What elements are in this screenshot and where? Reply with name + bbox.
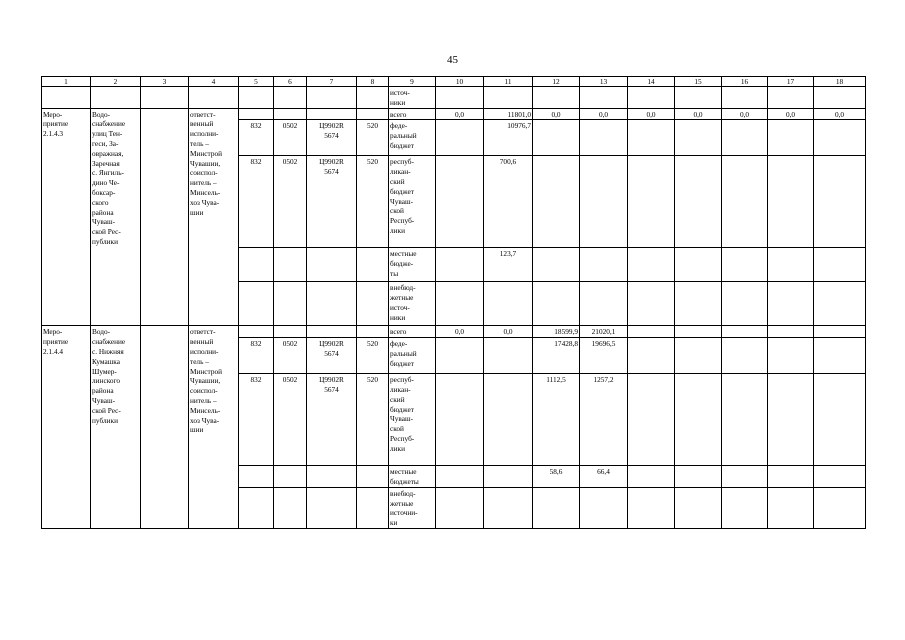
grbs-cell: 832 (239, 338, 274, 374)
value-cell: 1112,5 (533, 374, 580, 466)
measure-name: Водо- снабжение с. Нижняя Кумашка Шумер- линского района Чуваш- ской Рес- публики (91, 326, 141, 529)
measure-executor: ответст- венный исполни- тель – Минстрой Чувашии, соиспол- нитель – Минсель- хоз Чува- шии (189, 108, 239, 326)
header-row (42, 77, 866, 87)
value-cell: 0,0 (436, 108, 484, 120)
value-cell: 0,0 (814, 108, 866, 120)
header-cell: 13 (580, 77, 628, 87)
grbs-cell: 832 (239, 156, 274, 248)
header-cell: 5 (239, 77, 274, 87)
measure-id: Меро- приятие 2.1.4.3 (42, 108, 91, 326)
source-cell: феде- ральный бюджет (389, 338, 436, 374)
header-cell: 17 (768, 77, 814, 87)
value-cell: 700,6 (484, 156, 533, 248)
value-cell: 17428,8 (533, 338, 580, 374)
measure-col3 (141, 326, 189, 529)
header-cell: 3 (141, 77, 189, 87)
expense-type-cell: 520 (357, 374, 389, 466)
target-article-cell: Ц9902R 5674 (307, 120, 357, 156)
grbs-cell: 832 (239, 120, 274, 156)
table-row (42, 108, 866, 120)
header-cell: 4 (189, 77, 239, 87)
target-article-cell: Ц9902R 5674 (307, 374, 357, 466)
value-cell: 0,0 (675, 108, 722, 120)
measure-executor: ответст- венный исполни- тель – Минстрой Чувашии, соиспол- нитель – Минсель- хоз Чува- шии (189, 326, 239, 529)
header-cell: 18 (814, 77, 866, 87)
page-number: 45 (447, 54, 458, 66)
expense-type-cell: 520 (357, 156, 389, 248)
source-cell: источ- ники (389, 87, 436, 109)
measure-col3 (141, 108, 189, 326)
source-cell: внебюд- жетные источни- ки (389, 487, 436, 528)
source-cell: респуб- ликан- ский бюджет Чуваш- ской Респуб- лики (389, 374, 436, 466)
expense-type-cell: 520 (357, 338, 389, 374)
value-cell: 0,0 (484, 326, 533, 338)
source-cell: местные бюдже- ты (389, 248, 436, 282)
expense-type-cell: 520 (357, 120, 389, 156)
table-row (42, 87, 866, 109)
section-cell: 0502 (274, 120, 307, 156)
header-cell: 9 (389, 77, 436, 87)
value-cell: 66,4 (580, 466, 628, 488)
value-cell: 10976,7 (484, 120, 533, 156)
value-cell: 0,0 (533, 108, 580, 120)
value-cell: 18599,9 (533, 326, 580, 338)
section-cell: 0502 (274, 156, 307, 248)
value-cell: 0,0 (580, 108, 628, 120)
header-cell: 15 (675, 77, 722, 87)
source-cell: всего (389, 108, 436, 120)
source-cell: феде- ральный бюджет (389, 120, 436, 156)
source-cell: местные бюджеты (389, 466, 436, 488)
source-cell: всего (389, 326, 436, 338)
measure-name: Водо- снабжение улиц Тен- геси, За- овражная, Заречная с. Янгиль- дино Че- боксар- ского района Чуваш- ской Рес- публики (91, 108, 141, 326)
value-cell: 19696,5 (580, 338, 628, 374)
header-cell: 10 (436, 77, 484, 87)
header-cell: 2 (91, 77, 141, 87)
grbs-cell: 832 (239, 374, 274, 466)
target-article-cell: Ц9902R 5674 (307, 156, 357, 248)
header-cell: 8 (357, 77, 389, 87)
value-cell: 0,0 (436, 326, 484, 338)
budget-table (41, 76, 866, 529)
value-cell: 58,6 (533, 466, 580, 488)
value-cell: 0,0 (768, 108, 814, 120)
header-cell: 12 (533, 77, 580, 87)
header-cell: 1 (42, 77, 91, 87)
value-cell: 0,0 (722, 108, 768, 120)
section-cell: 0502 (274, 374, 307, 466)
section-cell: 0502 (274, 338, 307, 374)
value-cell: 21020,1 (580, 326, 628, 338)
value-cell: 123,7 (484, 248, 533, 282)
value-cell: 1257,2 (580, 374, 628, 466)
table-row (42, 326, 866, 338)
header-cell: 14 (628, 77, 675, 87)
header-cell: 11 (484, 77, 533, 87)
source-cell: внебюд- жетные источ- ники (389, 282, 436, 326)
measure-id: Меро- приятие 2.1.4.4 (42, 326, 91, 529)
target-article-cell: Ц9902R 5674 (307, 338, 357, 374)
value-cell: 0,0 (628, 108, 675, 120)
header-cell: 16 (722, 77, 768, 87)
header-cell: 6 (274, 77, 307, 87)
header-cell: 7 (307, 77, 357, 87)
source-cell: респуб- ликан- ский бюджет Чуваш- ской Респуб- лики (389, 156, 436, 248)
value-cell: 11801,0 (484, 108, 533, 120)
